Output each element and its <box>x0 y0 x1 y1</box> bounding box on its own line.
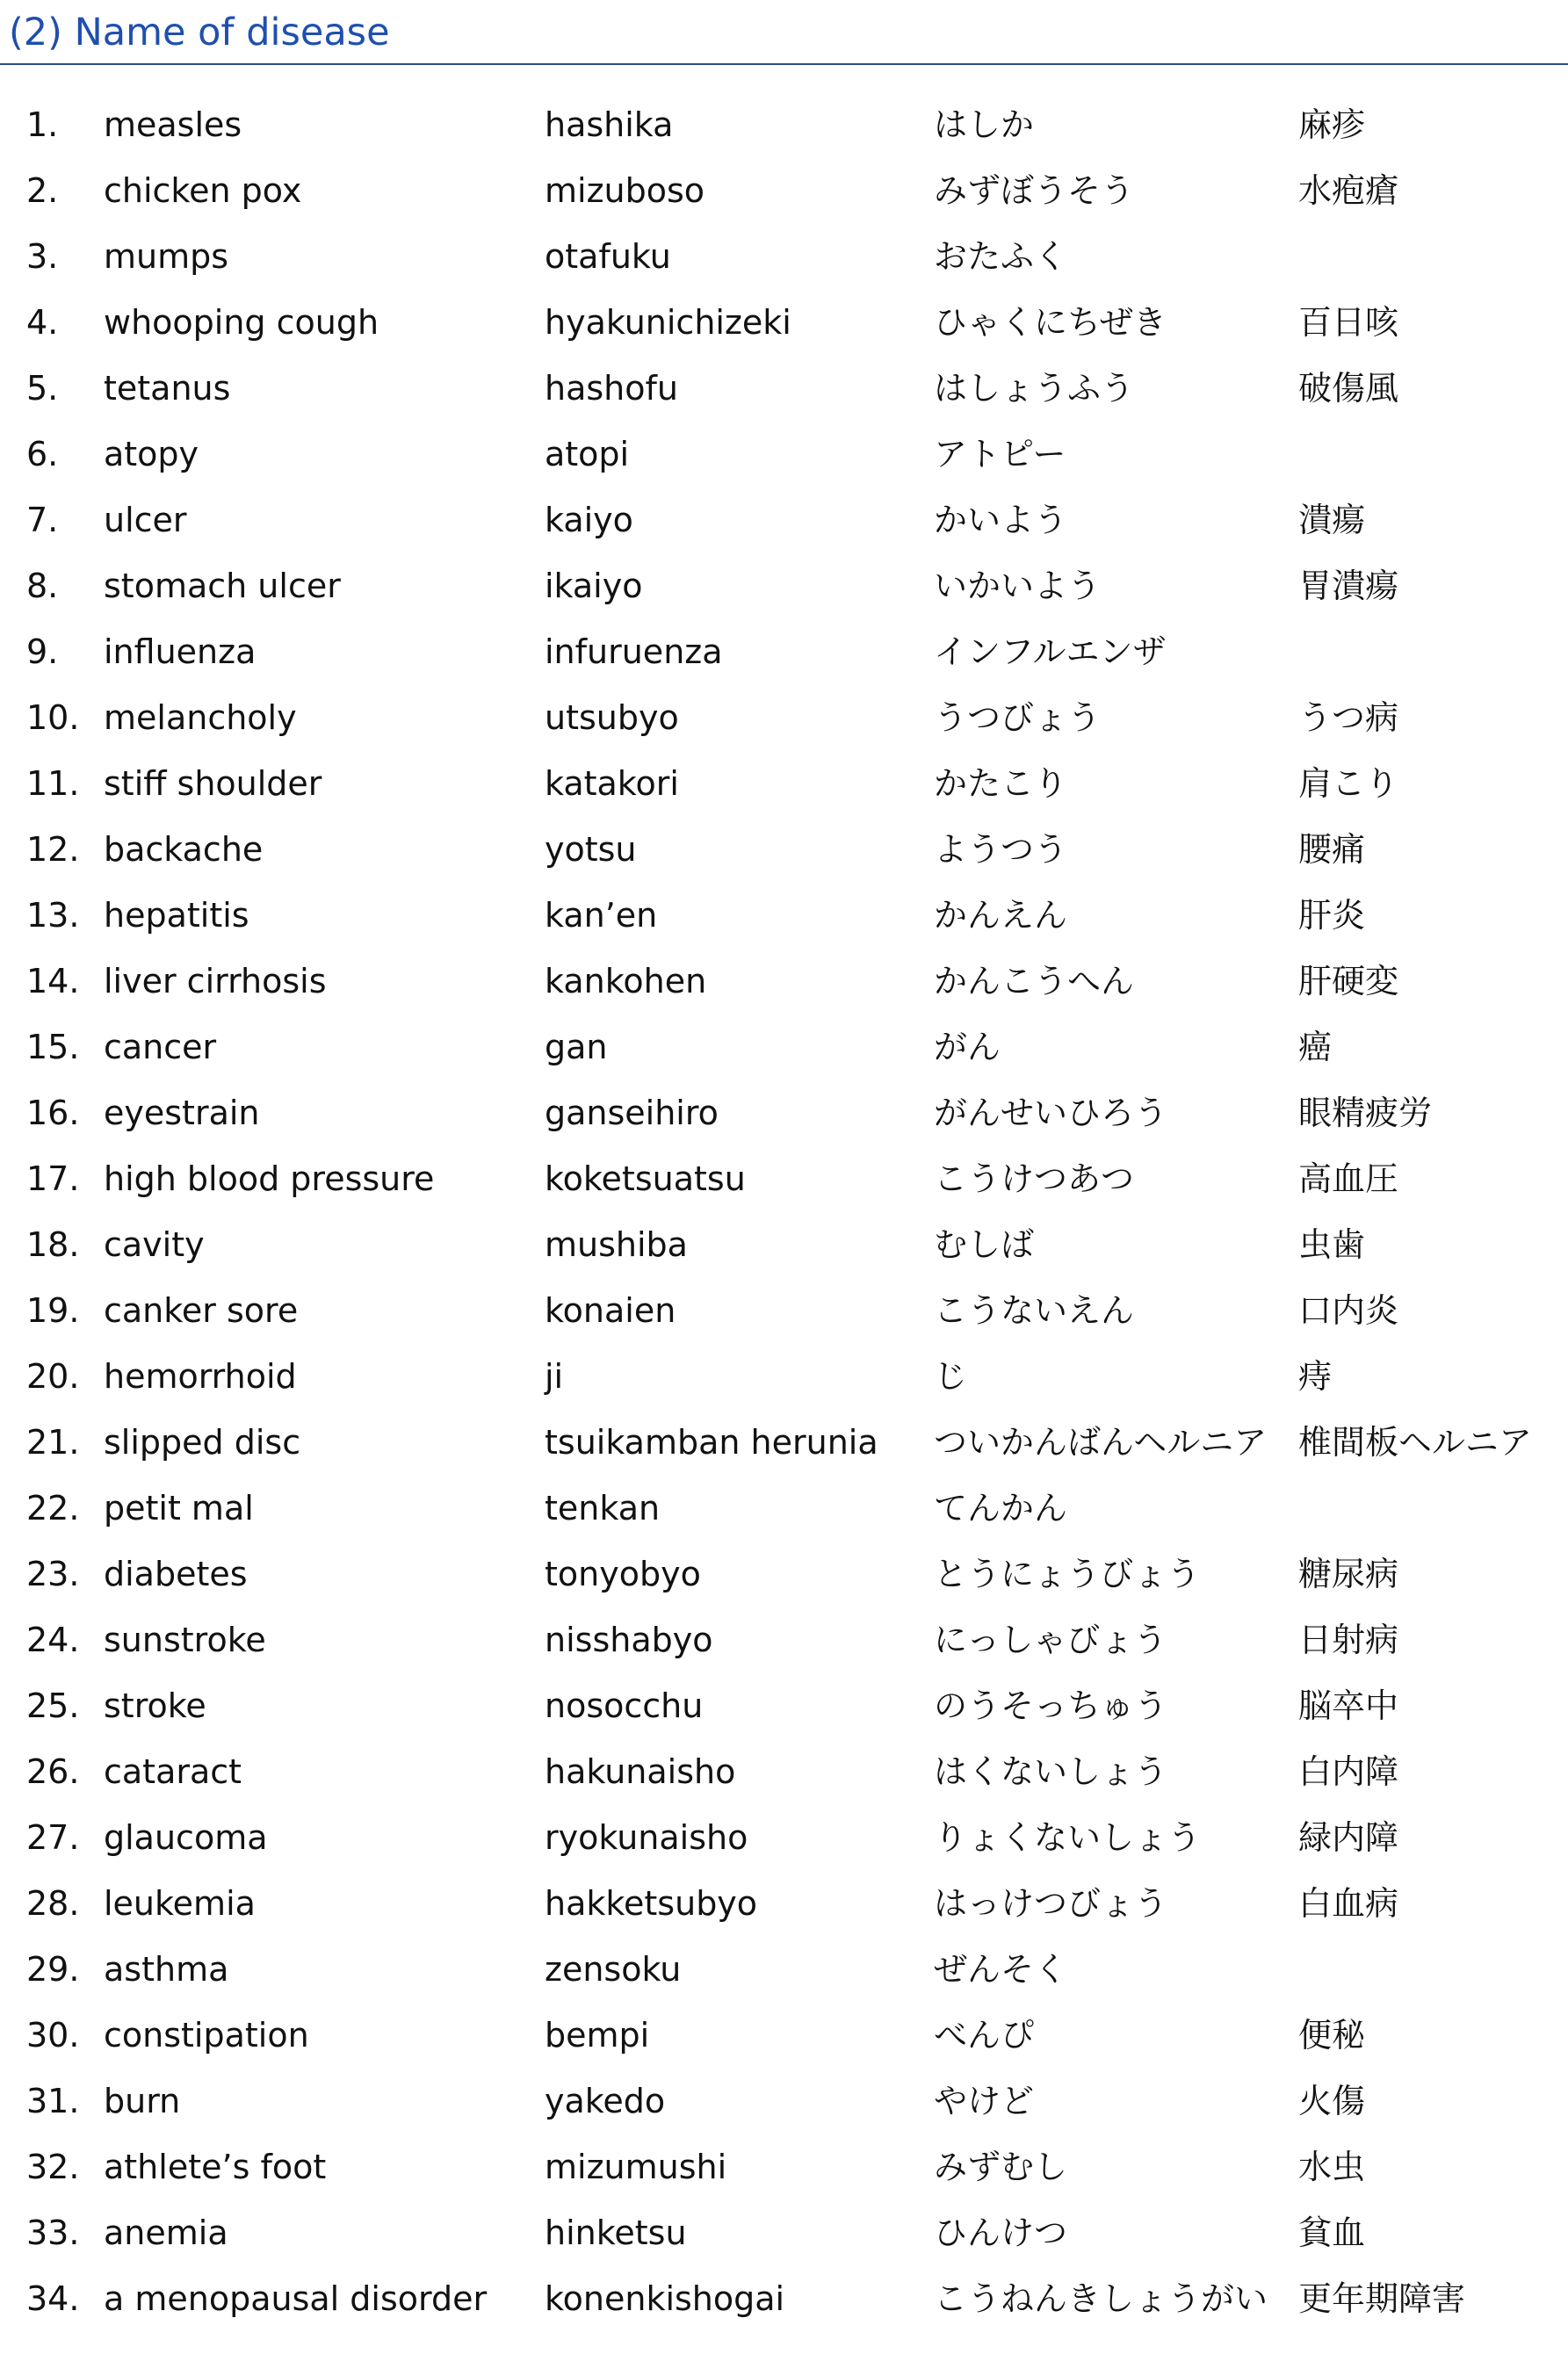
english-name: athlete’s foot <box>104 2148 327 2186</box>
romaji-reading: yotsu <box>545 830 637 869</box>
list-item <box>0 492 1568 558</box>
english-name: hepatitis <box>104 896 249 935</box>
romaji-reading: kankohen <box>545 962 707 1000</box>
list-item <box>0 294 1568 360</box>
romaji-reading: tenkan <box>545 1489 661 1527</box>
list-item <box>0 1744 1568 1809</box>
kana-reading: やけど <box>934 2082 1035 2120</box>
kanji-name: 潰瘍 <box>1298 501 1366 539</box>
romaji-reading: ji <box>545 1357 564 1396</box>
english-name: sunstroke <box>104 1621 266 1659</box>
romaji-reading: ryokunaisho <box>545 1818 748 1857</box>
kana-reading: にっしゃびょう <box>934 1621 1167 1659</box>
kana-reading: かんえん <box>934 896 1068 935</box>
romaji-reading: ikaiyo <box>545 567 643 605</box>
list-item <box>0 97 1568 162</box>
item-number: 2. <box>26 171 59 210</box>
romaji-reading: hyakunichizeki <box>545 303 791 342</box>
list-item <box>0 1941 1568 2007</box>
list-item <box>0 2007 1568 2073</box>
english-name: melancholy <box>104 698 297 737</box>
romaji-reading: mizumushi <box>545 2148 727 2186</box>
list-item <box>0 2205 1568 2271</box>
list-item <box>0 1151 1568 1217</box>
item-number: 8. <box>26 567 59 605</box>
kanji-name: 椎間板ヘルニア <box>1298 1423 1533 1462</box>
kanji-name: 白血病 <box>1298 1884 1399 1923</box>
english-name: eyestrain <box>104 1094 260 1132</box>
kana-reading: はっけつびょう <box>934 1884 1168 1923</box>
list-item <box>0 1678 1568 1744</box>
list-item <box>0 228 1568 294</box>
list-item <box>0 360 1568 426</box>
romaji-reading: otafuku <box>545 237 671 276</box>
kanji-name: 肝硬変 <box>1298 962 1399 1000</box>
kanji-name: 脳卒中 <box>1298 1686 1399 1725</box>
item-number: 24. <box>26 1621 80 1659</box>
item-number: 20. <box>26 1357 80 1396</box>
item-number: 1. <box>26 105 59 144</box>
kana-reading: ぜんそく <box>934 1950 1068 1989</box>
kana-reading: みずぼうそう <box>934 171 1135 210</box>
kana-reading: のうそっちゅう <box>934 1686 1168 1725</box>
item-number: 14. <box>26 962 80 1000</box>
list-item <box>0 1480 1568 1546</box>
item-number: 19. <box>26 1291 80 1330</box>
item-number: 4. <box>26 303 59 342</box>
disease-list <box>0 97 1568 2336</box>
item-number: 32. <box>26 2148 80 2186</box>
kanji-name: 便秘 <box>1298 2016 1366 2055</box>
list-item <box>0 755 1568 821</box>
kanji-name: 水疱瘡 <box>1298 171 1399 210</box>
romaji-reading: hinketsu <box>545 2214 687 2252</box>
list-item <box>0 1546 1568 1612</box>
romaji-reading: utsubyo <box>545 698 679 737</box>
kanji-name: 肩こり <box>1298 764 1399 803</box>
kana-reading: みずむし <box>934 2148 1068 2186</box>
section-title: (2) Name of disease <box>9 11 390 54</box>
list-item <box>0 887 1568 953</box>
item-number: 9. <box>26 632 59 671</box>
kanji-name: 百日咳 <box>1298 303 1399 342</box>
list-item <box>0 1282 1568 1348</box>
kana-reading: こうけつあつ <box>934 1159 1135 1198</box>
english-name: mumps <box>104 237 229 276</box>
romaji-reading: hashika <box>545 105 674 144</box>
romaji-reading: katakori <box>545 764 679 803</box>
item-number: 29. <box>26 1950 80 1989</box>
list-item <box>0 624 1568 690</box>
kana-reading: はくないしょう <box>934 1752 1168 1791</box>
romaji-reading: atopi <box>545 435 630 473</box>
list-item <box>0 1085 1568 1151</box>
english-name: ulcer <box>104 501 187 539</box>
list-item <box>0 1019 1568 1085</box>
kana-reading: こうねんきしょうがい <box>934 2279 1268 2318</box>
item-number: 25. <box>26 1686 80 1725</box>
item-number: 6. <box>26 435 59 473</box>
item-number: 3. <box>26 237 59 276</box>
english-name: glaucoma <box>104 1818 268 1857</box>
kanji-name: 癌 <box>1298 1028 1333 1066</box>
kana-reading: てんかん <box>934 1489 1068 1527</box>
kana-reading: ひんけつ <box>934 2214 1068 2252</box>
kanji-name: 虫歯 <box>1298 1225 1366 1264</box>
kanji-name: 眼精疲労 <box>1298 1094 1433 1132</box>
list-item <box>0 1809 1568 1875</box>
kana-reading: ようつう <box>934 830 1068 869</box>
english-name: stomach ulcer <box>104 567 341 605</box>
romaji-reading: kan’en <box>545 896 658 935</box>
kana-reading: がん <box>934 1028 1001 1066</box>
english-name: stiff shoulder <box>104 764 322 803</box>
english-name: tetanus <box>104 369 231 408</box>
item-number: 33. <box>26 2214 80 2252</box>
kana-reading: かたこり <box>934 764 1068 803</box>
kana-reading: りょくないしょう <box>934 1818 1202 1857</box>
english-name: chicken pox <box>104 171 302 210</box>
kanji-name: 肝炎 <box>1298 896 1366 935</box>
english-name: petit mal <box>104 1489 254 1527</box>
item-number: 12. <box>26 830 80 869</box>
english-name: whooping cough <box>104 303 379 342</box>
english-name: measles <box>104 105 242 144</box>
romaji-reading: nosocchu <box>545 1686 704 1725</box>
kana-reading: がんせいひろう <box>934 1094 1168 1132</box>
romaji-reading: zensoku <box>545 1950 682 1989</box>
romaji-reading: ganseihiro <box>545 1094 719 1132</box>
item-number: 18. <box>26 1225 80 1264</box>
section-header <box>0 0 1568 65</box>
romaji-reading: koketsuatsu <box>545 1159 746 1198</box>
romaji-reading: hakunaisho <box>545 1752 736 1791</box>
kanji-name: 緑内障 <box>1298 1818 1399 1857</box>
list-item <box>0 558 1568 624</box>
list-item <box>0 1612 1568 1678</box>
kanji-name: 貧血 <box>1298 2214 1366 2252</box>
kanji-name: 高血圧 <box>1298 1159 1399 1198</box>
list-item <box>0 1875 1568 1941</box>
english-name: asthma <box>104 1950 229 1989</box>
romaji-reading: konaien <box>545 1291 676 1330</box>
kanji-name: 破傷風 <box>1298 369 1399 408</box>
english-name: leukemia <box>104 1884 256 1923</box>
item-number: 23. <box>26 1555 80 1593</box>
list-item <box>0 821 1568 887</box>
list-item <box>0 690 1568 755</box>
item-number: 22. <box>26 1489 80 1527</box>
kana-reading: はしか <box>934 105 1035 144</box>
english-name: hemorrhoid <box>104 1357 297 1396</box>
kana-reading: じ <box>934 1357 968 1396</box>
item-number: 31. <box>26 2082 80 2120</box>
romaji-reading: tonyobyo <box>545 1555 701 1593</box>
english-name: backache <box>104 830 264 869</box>
english-name: constipation <box>104 2016 309 2055</box>
item-number: 10. <box>26 698 80 737</box>
kana-reading: いかいよう <box>934 567 1102 605</box>
kana-reading: はしょうふう <box>934 369 1135 408</box>
list-item <box>0 2073 1568 2139</box>
english-name: burn <box>104 2082 181 2120</box>
item-number: 34. <box>26 2279 80 2318</box>
list-item <box>0 2139 1568 2205</box>
english-name: a menopausal disorder <box>104 2279 488 2318</box>
english-name: cavity <box>104 1225 205 1264</box>
kanji-name: 麻疹 <box>1298 105 1366 144</box>
kana-reading: ひゃくにちぜき <box>934 303 1167 342</box>
kana-reading: むしば <box>934 1225 1035 1264</box>
list-item <box>0 426 1568 492</box>
romaji-reading: nisshabyo <box>545 1621 713 1659</box>
romaji-reading: infuruenza <box>545 632 723 671</box>
kana-reading: インフルエンザ <box>934 632 1167 671</box>
kanji-name: 痔 <box>1298 1357 1333 1396</box>
romaji-reading: kaiyo <box>545 501 633 539</box>
list-item <box>0 1217 1568 1282</box>
romaji-reading: mushiba <box>545 1225 688 1264</box>
item-number: 13. <box>26 896 80 935</box>
item-number: 5. <box>26 369 59 408</box>
item-number: 7. <box>26 501 59 539</box>
kanji-name: 白内障 <box>1298 1752 1399 1791</box>
kanji-name: 水虫 <box>1298 2148 1366 2186</box>
kana-reading: かんこうへん <box>934 962 1135 1000</box>
english-name: diabetes <box>104 1555 248 1593</box>
item-number: 16. <box>26 1094 80 1132</box>
romaji-reading: hashofu <box>545 369 678 408</box>
kanji-name: 胃潰瘍 <box>1298 567 1399 605</box>
romaji-reading: hakketsubyo <box>545 1884 758 1923</box>
english-name: liver cirrhosis <box>104 962 327 1000</box>
item-number: 15. <box>26 1028 80 1066</box>
english-name: cancer <box>104 1028 217 1066</box>
kana-reading: うつびょう <box>934 698 1102 737</box>
item-number: 27. <box>26 1818 80 1857</box>
list-item <box>0 2271 1568 2336</box>
english-name: cataract <box>104 1752 242 1791</box>
kanji-name: 口内炎 <box>1298 1291 1399 1330</box>
list-item <box>0 1348 1568 1414</box>
romaji-reading: tsuikamban herunia <box>545 1423 878 1462</box>
english-name: anemia <box>104 2214 228 2252</box>
romaji-reading: bempi <box>545 2016 650 2055</box>
item-number: 21. <box>26 1423 80 1462</box>
english-name: high blood pressure <box>104 1159 435 1198</box>
kana-reading: アトピー <box>934 435 1066 473</box>
list-item <box>0 953 1568 1019</box>
list-item <box>0 162 1568 228</box>
kanji-name: 更年期障害 <box>1298 2279 1466 2318</box>
kanji-name: うつ病 <box>1298 698 1399 737</box>
kana-reading: かいよう <box>934 501 1068 539</box>
english-name: canker sore <box>104 1291 299 1330</box>
romaji-reading: mizuboso <box>545 171 705 210</box>
kanji-name: 腰痛 <box>1298 830 1366 869</box>
kanji-name: 糖尿病 <box>1298 1555 1399 1593</box>
item-number: 30. <box>26 2016 80 2055</box>
kana-reading: ついかんばんヘルニア <box>934 1423 1268 1462</box>
romaji-reading: yakedo <box>545 2082 666 2120</box>
kana-reading: こうないえん <box>934 1291 1135 1330</box>
item-number: 17. <box>26 1159 80 1198</box>
kanji-name: 火傷 <box>1298 2082 1366 2120</box>
english-name: slipped disc <box>104 1423 301 1462</box>
kanji-name: 日射病 <box>1298 1621 1399 1659</box>
kana-reading: おたふく <box>934 237 1068 276</box>
romaji-reading: konenkishogai <box>545 2279 785 2318</box>
english-name: stroke <box>104 1686 206 1725</box>
item-number: 26. <box>26 1752 80 1791</box>
kana-reading: とうにょうびょう <box>934 1555 1201 1593</box>
kana-reading: べんぴ <box>934 2016 1035 2055</box>
list-item <box>0 1414 1568 1480</box>
item-number: 28. <box>26 1884 80 1923</box>
english-name: atopy <box>104 435 199 473</box>
english-name: influenza <box>104 632 257 671</box>
item-number: 11. <box>26 764 80 803</box>
romaji-reading: gan <box>545 1028 608 1066</box>
